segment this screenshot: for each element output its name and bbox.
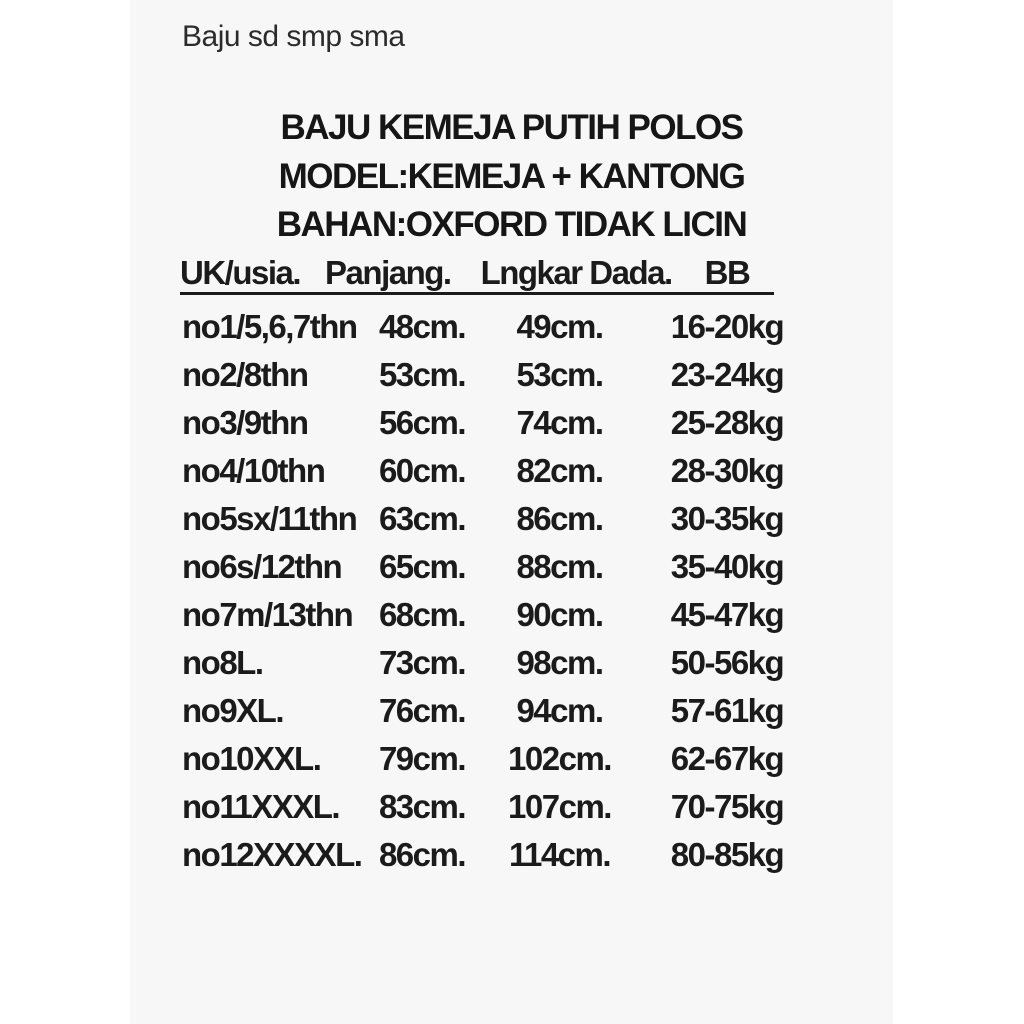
table-cell: 53cm. (516, 356, 603, 393)
column-header-uk-usia: UK/usia. (180, 254, 301, 291)
chart-title-line-3: BAHAN:OXFORD TIDAK LICIN (276, 205, 747, 244)
table-cell: 68cm. (378, 596, 466, 633)
table-row (182, 447, 802, 495)
table-cell: no11XXXL. (182, 788, 340, 825)
table-cell: no8L. (182, 644, 263, 681)
table-cell: 70-75kg (670, 788, 784, 825)
table-cell: 57-61kg (670, 692, 784, 729)
table-cell: 49cm. (516, 308, 603, 345)
table-cell: no10XXL. (182, 740, 321, 777)
table-cell: no2/8thn (182, 356, 308, 393)
table-cell: 53cm. (378, 356, 466, 393)
chart-title-block (130, 104, 893, 250)
table-cell: 86cm. (378, 836, 466, 873)
table-cell: 45-47kg (670, 596, 784, 633)
table-cell: 82cm. (516, 452, 603, 489)
size-table-body (182, 303, 802, 879)
table-row (182, 399, 802, 447)
size-table (182, 303, 802, 879)
chart-title-line-1: BAJU KEMEJA PUTIH POLOS (280, 108, 743, 147)
table-row (182, 543, 802, 591)
table-cell: 60cm. (378, 452, 466, 489)
table-cell: 90cm. (516, 596, 603, 633)
table-cell: 83cm. (378, 788, 466, 825)
table-cell: 74cm. (516, 404, 603, 441)
table-row (182, 591, 802, 639)
size-table-header (180, 255, 774, 295)
table-cell: 76cm. (378, 692, 466, 729)
table-cell: 56cm. (378, 404, 466, 441)
table-row (182, 735, 802, 783)
table-cell: 28-30kg (670, 452, 784, 489)
table-cell: 25-28kg (670, 404, 784, 441)
table-cell: 50-56kg (670, 644, 784, 681)
table-row (182, 687, 802, 735)
table-cell: 79cm. (378, 740, 466, 777)
table-cell: no5sx/11thn (182, 500, 357, 537)
table-cell: 73cm. (378, 644, 466, 681)
table-cell: 23-24kg (670, 356, 784, 393)
table-cell: 88cm. (516, 548, 603, 585)
table-row (182, 303, 802, 351)
table-cell: 114cm. (508, 836, 611, 873)
table-cell: 30-35kg (670, 500, 784, 537)
table-cell: no3/9thn (182, 404, 308, 441)
table-cell: no12XXXXL. (182, 836, 362, 873)
table-cell: 102cm. (508, 740, 611, 777)
table-cell: no9XL. (182, 692, 284, 729)
column-header-lngkar-dada: Lngkar Dada. (480, 254, 672, 291)
table-cell: 98cm. (516, 644, 603, 681)
table-cell: 48cm. (378, 308, 466, 345)
chart-title-line-2: MODEL:KEMEJA + KANTONG (278, 156, 745, 196)
table-cell: no4/10thn (182, 452, 325, 489)
table-cell: 80-85kg (670, 836, 784, 873)
column-header-panjang: Panjang. (325, 254, 451, 291)
table-row (182, 639, 802, 687)
table-cell: 107cm. (508, 788, 611, 825)
table-cell: 94cm. (516, 692, 603, 729)
table-cell: 16-20kg (670, 308, 784, 345)
table-row (182, 783, 802, 831)
table-row (182, 495, 802, 543)
column-header-bb: BB (704, 254, 750, 291)
table-cell: 65cm. (378, 548, 466, 585)
table-cell: 86cm. (516, 500, 603, 537)
table-cell: no7m/13thn (182, 596, 353, 633)
table-cell: 63cm. (378, 500, 466, 537)
table-row (182, 351, 802, 399)
table-cell: no1/5,6,7thn (182, 308, 357, 345)
table-row (182, 831, 802, 879)
table-cell: 62-67kg (670, 740, 784, 777)
product-title: Baju sd smp sma (182, 20, 405, 53)
table-cell: no6s/12thn (182, 548, 342, 585)
table-cell: 35-40kg (670, 548, 784, 585)
